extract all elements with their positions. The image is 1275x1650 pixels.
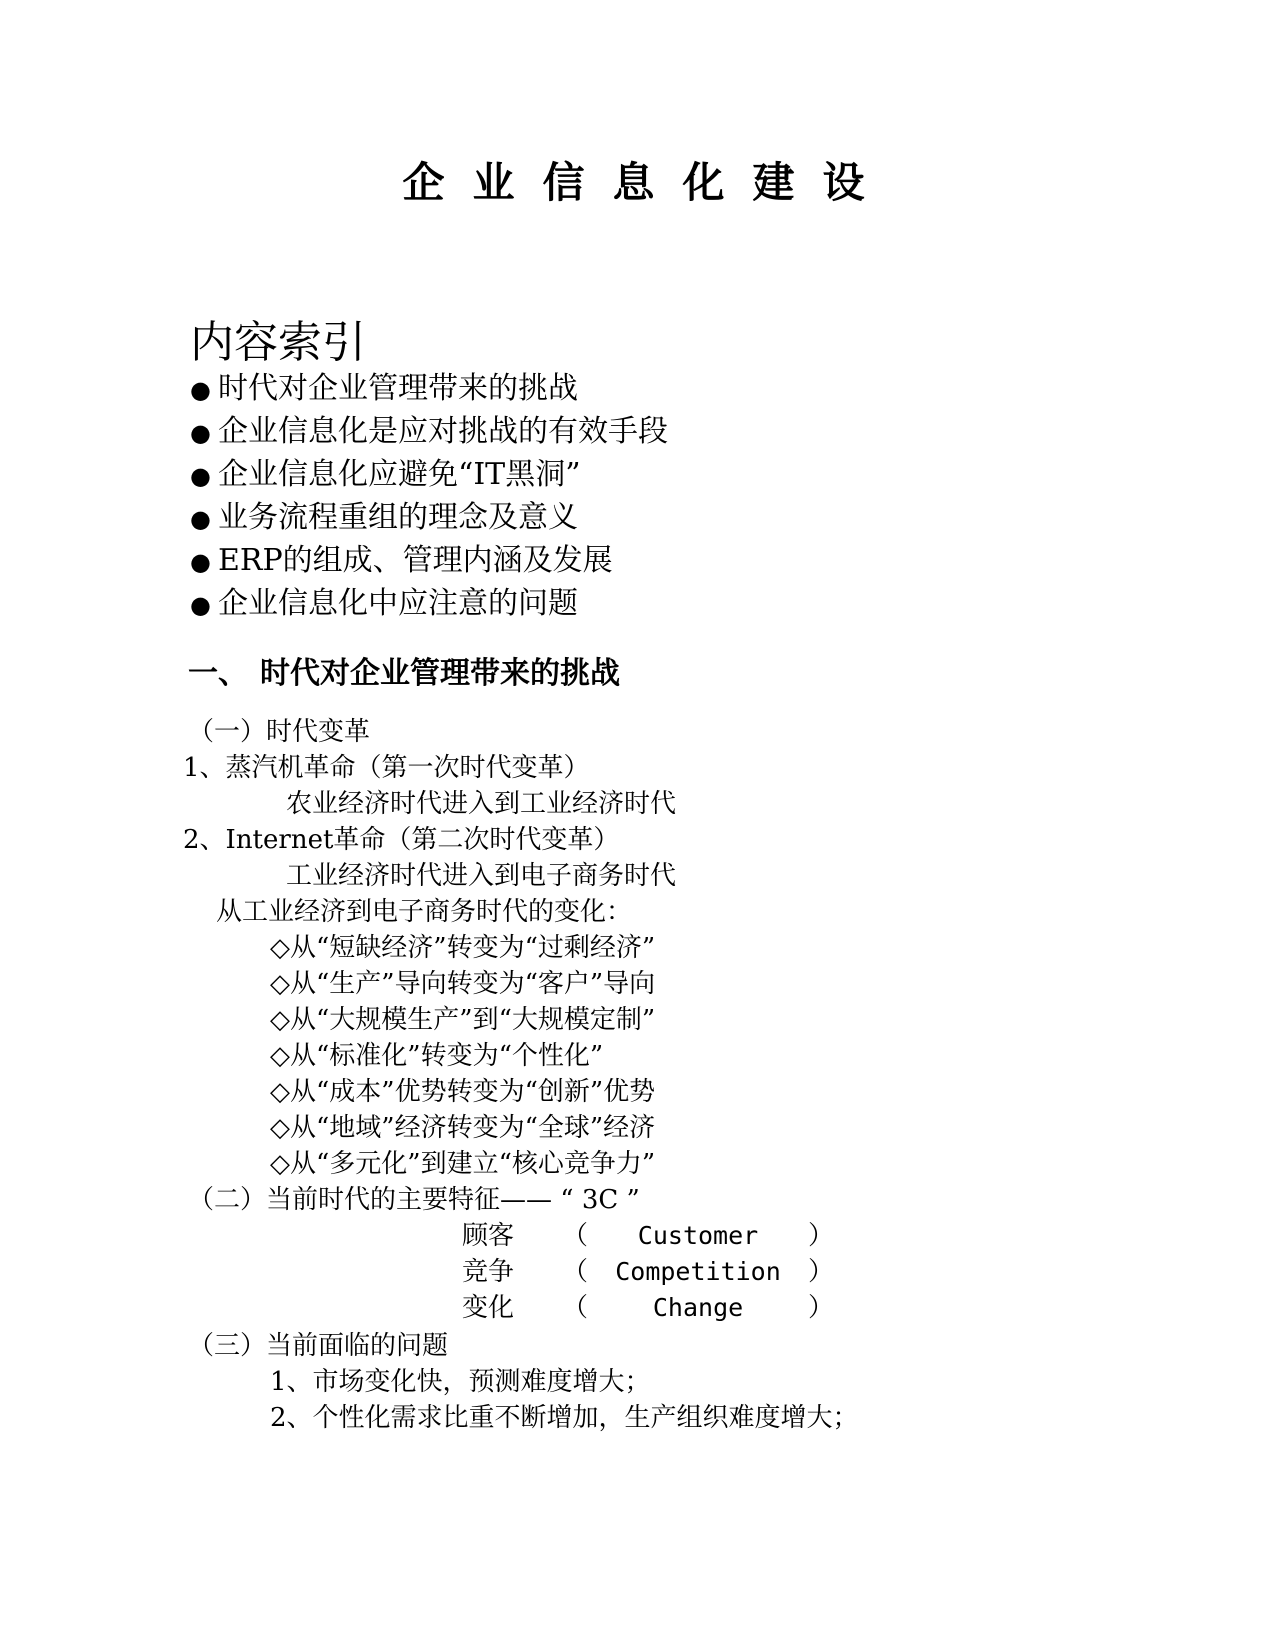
feature-cn: 变化: [462, 1293, 515, 1323]
bullet-icon: ●: [190, 591, 211, 619]
change-item: ◇从“标准化”转变为“个性化”: [270, 1041, 604, 1071]
section-number: 一、: [188, 656, 248, 691]
subsection-heading: （三）当前面临的问题: [188, 1331, 449, 1361]
toc-item-label: 时代对企业管理带来的挑战: [218, 371, 578, 406]
section-title: 时代对企业管理带来的挑战: [260, 656, 620, 691]
toc-item-label: 企业信息化应避免“IT黑洞”: [218, 457, 581, 492]
list-item-description: 农业经济时代进入到工业经济时代: [286, 789, 677, 819]
toc-item: [190, 453, 668, 496]
open-paren: （: [562, 1257, 589, 1287]
feature-en: Customer: [637, 1221, 759, 1250]
feature-row: [462, 1290, 834, 1326]
problem-item: 1、市场变化快，预测难度增大；: [270, 1367, 651, 1397]
feature-row: [462, 1218, 834, 1254]
toc-item: [190, 582, 668, 625]
document-title: 企业信息化建设: [402, 158, 893, 207]
feature-en: Change: [652, 1293, 744, 1322]
list-item: 2、Internet革命（第二次时代变革）: [183, 825, 620, 855]
toc-item: [190, 539, 668, 582]
problem-item: 2、个性化需求比重不断增加，生产组织难度增大；: [270, 1403, 859, 1433]
toc-item: [190, 367, 668, 410]
open-paren: （: [562, 1221, 589, 1251]
close-paren: ）: [808, 1257, 835, 1287]
toc-item: [190, 496, 668, 539]
bullet-icon: ●: [190, 462, 211, 490]
toc-list: [190, 367, 668, 625]
bullet-icon: ●: [190, 548, 211, 576]
toc-heading: 内容索引: [190, 317, 366, 368]
change-item: ◇从“地域”经济转变为“全球”经济: [270, 1113, 656, 1143]
close-paren: ）: [808, 1221, 835, 1251]
changes-intro: 从工业经济到电子商务时代的变化：: [216, 897, 633, 927]
change-item: ◇从“大规模生产”到“大规模定制”: [270, 1005, 656, 1035]
subsection-heading: （一）时代变革: [188, 717, 371, 747]
subsection-heading: （二）当前时代的主要特征—— “ 3C ”: [188, 1185, 640, 1215]
change-item: ◇从“多元化”到建立“核心竞争力”: [270, 1149, 656, 1179]
toc-item-label: 企业信息化中应注意的问题: [218, 586, 578, 621]
change-item: ◇从“短缺经济”转变为“过剩经济”: [270, 933, 656, 963]
bullet-icon: ●: [190, 419, 211, 447]
list-item-description: 工业经济时代进入到电子商务时代: [286, 861, 677, 891]
feature-en: Competition: [615, 1257, 781, 1286]
bullet-icon: ●: [190, 376, 211, 404]
close-paren: ）: [808, 1293, 835, 1323]
open-paren: （: [562, 1293, 589, 1323]
feature-cn: 竞争: [462, 1257, 515, 1287]
toc-item: [190, 410, 668, 453]
section-heading: [188, 648, 620, 692]
toc-item-label: ERP的组成、管理内涵及发展: [218, 543, 613, 578]
toc-item-label: 业务流程重组的理念及意义: [218, 500, 578, 535]
bullet-icon: ●: [190, 505, 211, 533]
toc-item-label: 企业信息化是应对挑战的有效手段: [218, 414, 668, 449]
change-item: ◇从“生产”导向转变为“客户”导向: [270, 969, 656, 999]
feature-row: [462, 1254, 834, 1290]
feature-cn: 顾客: [462, 1221, 515, 1251]
change-item: ◇从“成本”优势转变为“创新”优势: [270, 1077, 656, 1107]
list-item: 1、蒸汽机革命（第一次时代变革）: [183, 753, 590, 783]
